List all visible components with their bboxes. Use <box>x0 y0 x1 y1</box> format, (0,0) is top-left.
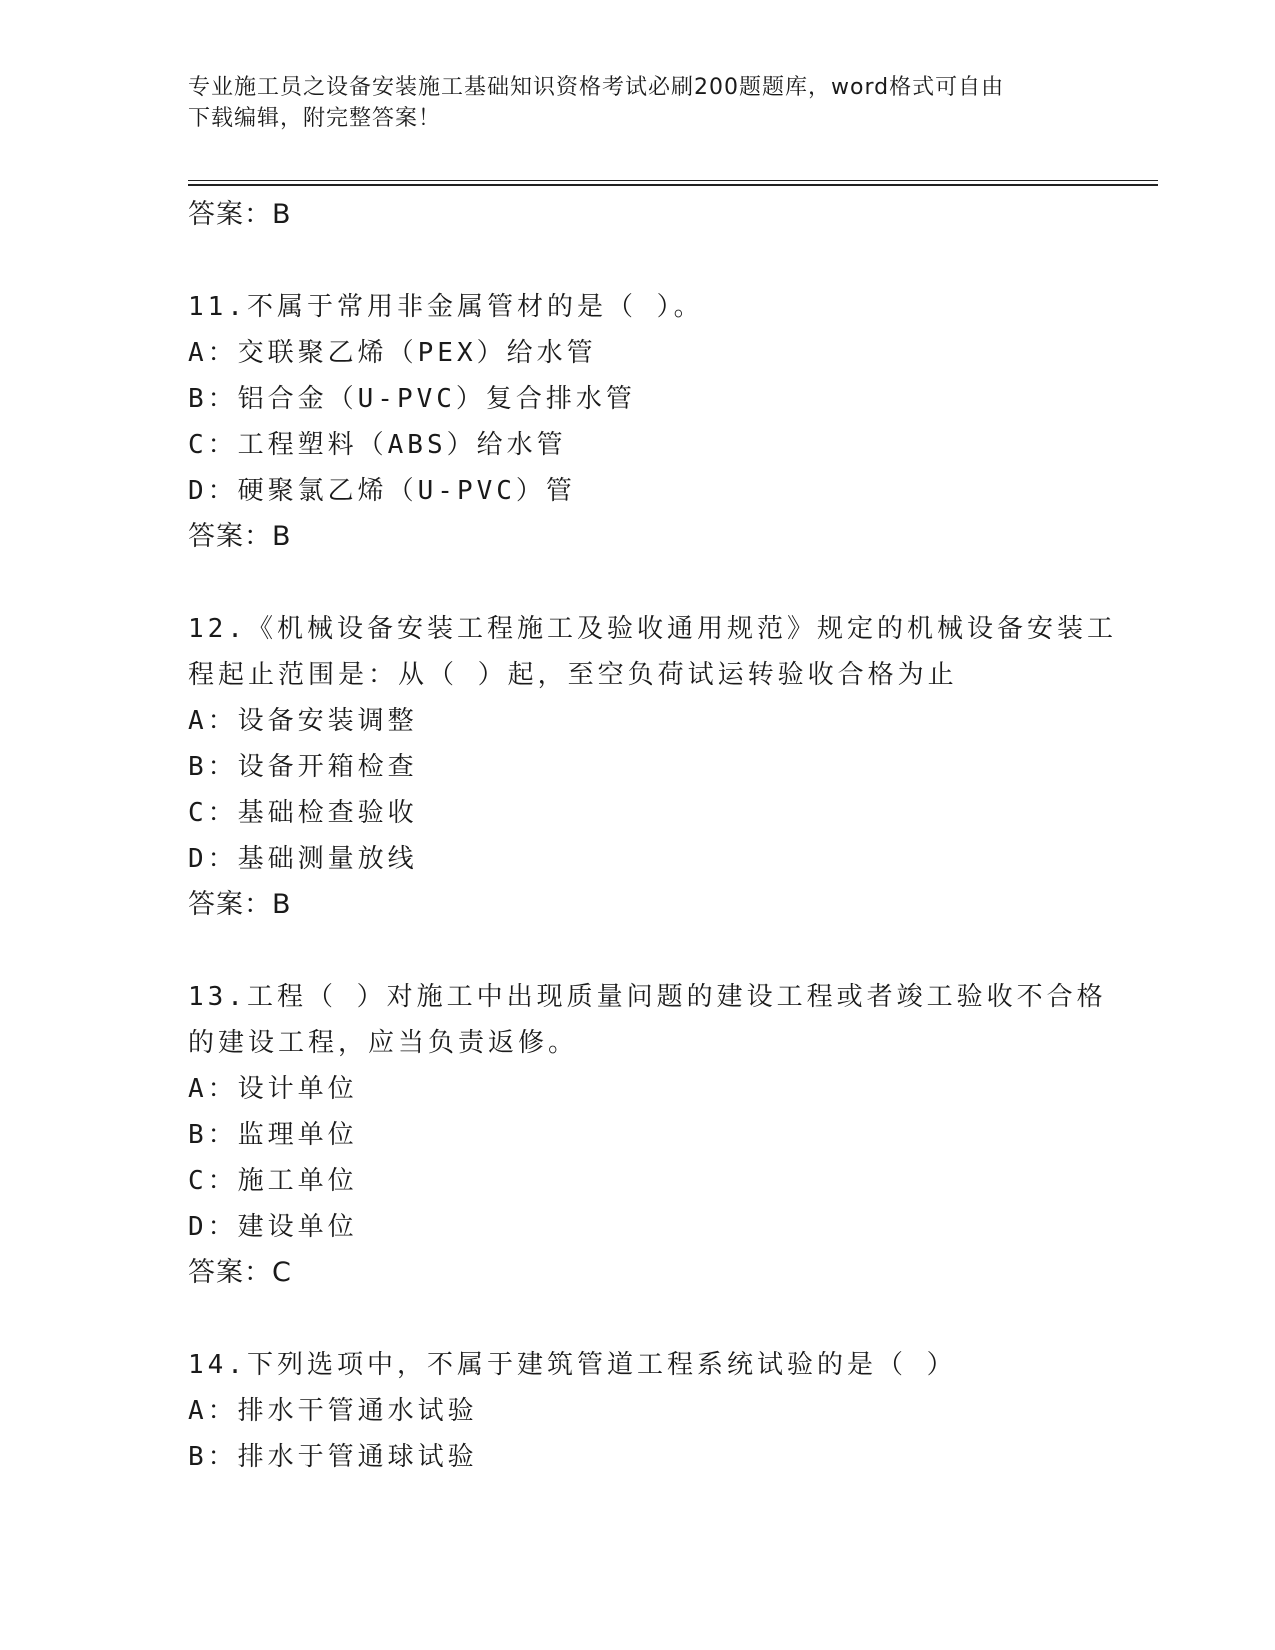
question-list <box>188 192 1117 1480</box>
question-stem: 12.《机械设备安装工程施工及验收通用规范》规定的机械设备安装工 <box>188 614 1117 644</box>
option-d: D：硬聚氯乙烯（U-PVC）管 <box>188 476 576 506</box>
option-a: A：排水干管通水试验 <box>188 1396 478 1426</box>
question-block <box>188 606 1117 928</box>
option-d: D：建设单位 <box>188 1212 358 1242</box>
header-line-1: 专业施工员之设备安装施工基础知识资格考试必刷200题题库，word格式可自由 <box>188 75 1005 100</box>
option-c: C：工程塑料（ABS）给水管 <box>188 430 567 460</box>
spacer <box>188 560 1088 606</box>
answer-line: 答案：B <box>188 889 292 920</box>
spacer <box>188 928 1088 974</box>
option-a: A：交联聚乙烯（PEX）给水管 <box>188 338 597 368</box>
option-c: C：基础检查验收 <box>188 798 418 828</box>
option-c: C：施工单位 <box>188 1166 358 1196</box>
question-block <box>188 1342 1088 1480</box>
answer-line: 答案：B <box>188 199 292 230</box>
option-b: B：设备开箱检查 <box>188 752 418 782</box>
option-b: B：铝合金（U-PVC）复合排水管 <box>188 384 636 414</box>
question-stem: 14.下列选项中，不属于建筑管道工程系统试验的是（ ） <box>188 1350 957 1380</box>
question-block <box>188 974 1107 1296</box>
header-rule-thin <box>188 180 1158 181</box>
option-b: B：排水于管通球试验 <box>188 1442 478 1472</box>
document-header <box>188 72 1068 134</box>
option-d: D：基础测量放线 <box>188 844 418 874</box>
answer-line: 答案：C <box>188 1257 292 1288</box>
question-block <box>188 284 1088 560</box>
question-stem-continued: 程起止范围是：从（ ）起，至空负荷试运转验收合格为止 <box>188 660 958 690</box>
option-a: A：设备安装调整 <box>188 706 418 736</box>
header-rule-thick <box>188 184 1158 186</box>
header-line-2: 下载编辑，附完整答案！ <box>188 106 442 131</box>
answer-line: 答案：B <box>188 521 292 552</box>
question-stem: 13.工程（ ）对施工中出现质量问题的建设工程或者竣工验收不合格 <box>188 982 1107 1012</box>
question-stem: 11.不属于常用非金属管材的是（ ）。 <box>188 292 704 322</box>
question-stem-continued: 的建设工程，应当负责返修。 <box>188 1028 579 1058</box>
option-b: B：监理单位 <box>188 1120 358 1150</box>
spacer <box>188 1296 1088 1342</box>
option-a: A：设计单位 <box>188 1074 358 1104</box>
spacer <box>188 238 1088 284</box>
